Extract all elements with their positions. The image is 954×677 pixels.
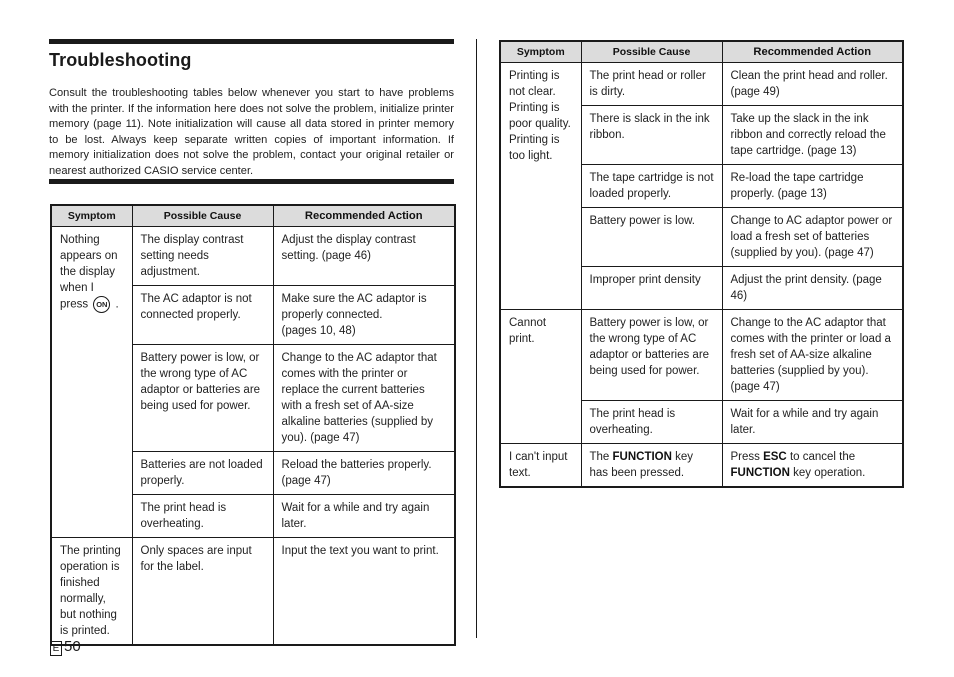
header-symptom: Symptom: [500, 41, 581, 63]
esc-key-label: ESC: [763, 451, 787, 463]
cause-cell: Improper print density: [581, 267, 722, 310]
action-cell: Wait for a while and try again later.: [273, 495, 455, 538]
action-cell: Change to the AC adaptor that comes with the printer or load a fresh set of AA-size alkaline batteries (supplied by you). (page 47): [722, 310, 903, 401]
cause-cell: The FUNCTION key has been pressed.: [581, 444, 722, 488]
header-symptom: Symptom: [51, 205, 132, 227]
action-cell: Wait for a while and try again later.: [722, 401, 903, 444]
action-cell: Adjust the display contrast setting. (page 46): [273, 227, 455, 286]
table-row: [51, 538, 455, 646]
action-cell: Input the text you want to print.: [273, 538, 455, 646]
action-cell: Make sure the AC adaptor is properly connected. (pages 10, 48): [273, 286, 455, 345]
action-cell: Change to the AC adaptor that comes with the printer or replace the current batteries with a fresh set of AA-size alkaline batteries (supplied by you). (page 47): [273, 345, 455, 452]
header-action: Recommended Action: [273, 205, 455, 227]
page-title: Troubleshooting: [49, 50, 192, 70]
header-cause: Possible Cause: [581, 41, 722, 63]
symptom-cell: The printing operation is finished normally, but nothing is printed.: [51, 538, 132, 646]
cause-cell: Batteries are not loaded properly.: [132, 452, 273, 495]
cause-cell: Battery power is low.: [581, 208, 722, 267]
header-cause: Possible Cause: [132, 205, 273, 227]
cause-cell: There is slack in the ink ribbon.: [581, 106, 722, 165]
intro-paragraph: Consult the troubleshooting tables below whenever you start to have problems with the printer. If the information here does not solve the problem, initialize printer memory (page 11). Note initialization will cause all data stored in printer memory to be lost. Always keep separate written copies of important information. If memory initialization does not solve the problem, contact your original retailer or nearest authorized CASIO service center.: [49, 87, 454, 177]
cause-cell: The print head is overheating.: [132, 495, 273, 538]
function-key-label: FUNCTION: [612, 451, 672, 463]
table-header-row: [500, 41, 903, 63]
symptom-cell: Cannot print.: [500, 310, 581, 444]
cause-cell: The tape cartridge is not loaded properly.: [581, 165, 722, 208]
cause-cell: Battery power is low, or the wrong type of AC adaptor or batteries are being used for power.: [132, 345, 273, 452]
action-cell: Re-load the tape cartridge properly. (page 13): [722, 165, 903, 208]
symptom-cell: Printing is not clear. Printing is poor quality. Printing is too light.: [500, 63, 581, 310]
action-cell: Reload the batteries properly. (page 47): [273, 452, 455, 495]
language-mark: E: [50, 641, 62, 656]
cause-cell: Only spaces are input for the label.: [132, 538, 273, 646]
action-cell: Press ESC to cancel the FUNCTION key operation.: [722, 444, 903, 488]
column-divider: [476, 39, 477, 638]
cause-cell: The print head is overheating.: [581, 401, 722, 444]
table-row: [51, 227, 455, 286]
cause-cell: The display contrast setting needs adjustment.: [132, 227, 273, 286]
action-cell: Adjust the print density. (page 46): [722, 267, 903, 310]
table-row: [500, 444, 903, 488]
action-cell: Clean the print head and roller. (page 49): [722, 63, 903, 106]
action-cell: Take up the slack in the ink ribbon and correctly reload the tape cartridge. (page 13): [722, 106, 903, 165]
cause-cell: The AC adaptor is not connected properly.: [132, 286, 273, 345]
function-key-label: FUNCTION: [730, 467, 790, 479]
cause-cell: The print head or roller is dirty.: [581, 63, 722, 106]
action-cell: Change to AC adaptor power or load a fresh set of batteries (supplied by you). (page 47): [722, 208, 903, 267]
on-key-icon: ON: [93, 296, 110, 313]
top-rule: [49, 39, 454, 44]
left-column: [49, 39, 454, 180]
table-row: [500, 310, 903, 401]
troubleshooting-table-2: [499, 40, 904, 488]
page-number: E 50: [50, 639, 81, 656]
symptom-cell: I can't input text.: [500, 444, 581, 488]
table-row: [500, 63, 903, 106]
table-header-row: [51, 205, 455, 227]
symptom-cell: Nothing appears on the display when I press ON .: [51, 227, 132, 538]
header-action: Recommended Action: [722, 41, 903, 63]
section-rule: [49, 179, 454, 184]
cause-cell: Battery power is low, or the wrong type of AC adaptor or batteries are being used for power.: [581, 310, 722, 401]
troubleshooting-table-1: [50, 204, 456, 646]
